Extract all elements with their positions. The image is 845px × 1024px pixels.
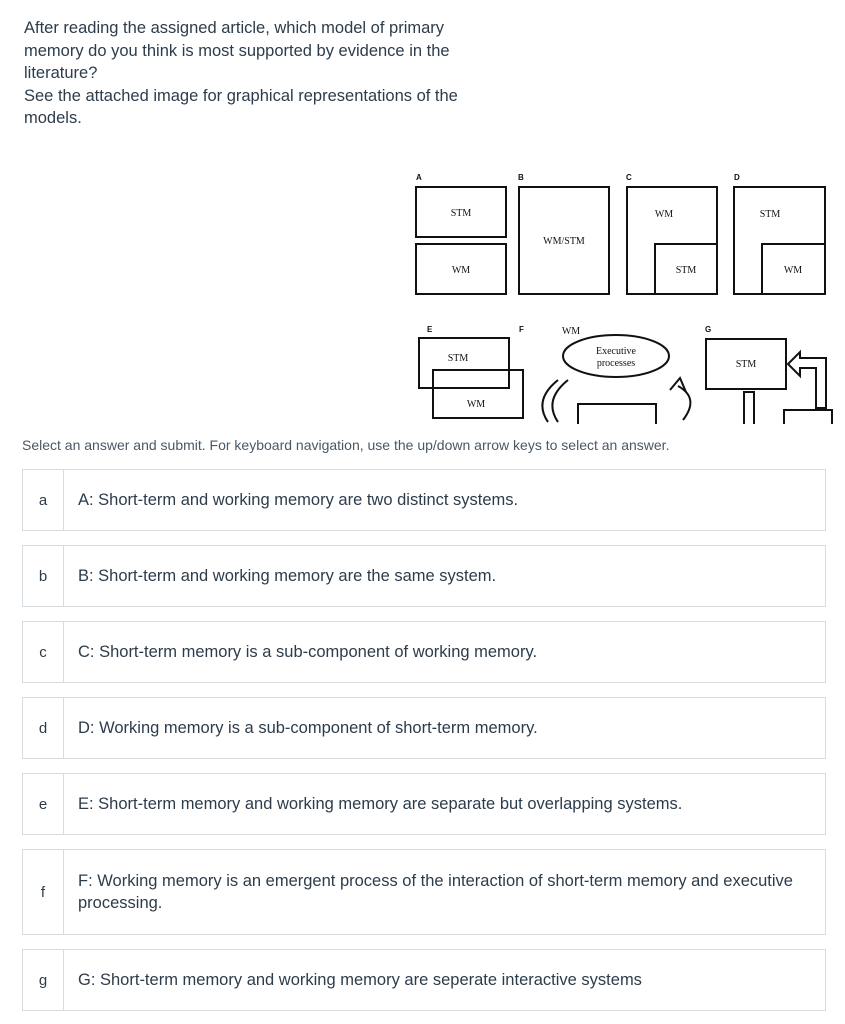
panel-c-stm-label: STM bbox=[675, 265, 697, 276]
answer-letter: a bbox=[23, 470, 64, 530]
answer-option-g[interactable] bbox=[22, 949, 826, 1011]
answer-letter: e bbox=[23, 774, 64, 834]
answer-text: E: Short-term memory and working memory are separate but overlapping systems. bbox=[78, 794, 683, 813]
panel-label-e: E bbox=[427, 325, 433, 334]
answer-text: G: Short-term memory and working memory are seperate interactive systems bbox=[78, 970, 642, 989]
answer-option-d[interactable] bbox=[22, 697, 826, 759]
panel-f-left-arrow-inner bbox=[552, 380, 568, 422]
answer-option-a[interactable] bbox=[22, 469, 826, 531]
panel-d-stm-box bbox=[734, 187, 825, 294]
answer-option-f[interactable] bbox=[22, 849, 826, 935]
answer-text: B: Short-term and working memory are the same system. bbox=[78, 566, 497, 585]
panel-a-wm-label: WM bbox=[451, 265, 471, 276]
panel-g-arrow-right bbox=[788, 352, 826, 408]
panel-f-left-arrow bbox=[542, 380, 558, 422]
panel-e-wm-label: WM bbox=[466, 399, 486, 410]
question-line-2: See the attached image for graphical representations of the models. bbox=[24, 86, 458, 127]
answer-letter: g bbox=[23, 950, 64, 1010]
panel-d-stm-label: STM bbox=[759, 209, 781, 220]
question-line-1: After reading the assigned article, which model of primary memory do you think is most supported by evidence in the literature? bbox=[24, 19, 450, 82]
answer-option-c[interactable] bbox=[22, 621, 826, 683]
panel-e-stm-label: STM bbox=[447, 353, 469, 364]
answer-text: A: Short-term and working memory are two distinct systems. bbox=[78, 490, 519, 509]
answer-letter: c bbox=[23, 622, 64, 682]
panel-g-wm-box bbox=[784, 410, 832, 424]
panel-a-stm-label: STM bbox=[450, 208, 472, 219]
panel-c-wm-label: WM bbox=[654, 209, 674, 220]
panel-g-stm-label: STM bbox=[735, 359, 757, 370]
panel-b-label: WM/STM bbox=[543, 236, 585, 247]
panel-c-wm-box bbox=[627, 187, 717, 294]
memory-models-figure bbox=[408, 168, 838, 424]
panel-label-d: D bbox=[734, 173, 740, 182]
panel-f-executive-line-1: Executive bbox=[596, 346, 636, 357]
panel-f-executive-line-2: processes bbox=[596, 358, 636, 369]
panel-g-arrow-down bbox=[744, 392, 754, 424]
answer-letter: d bbox=[23, 698, 64, 758]
panel-f-stm-box bbox=[578, 404, 656, 424]
panel-label-c: C bbox=[626, 173, 632, 182]
panel-label-a: A bbox=[416, 173, 422, 182]
instructions-text: Select an answer and submit. For keyboard navigation, use the up/down arrow keys to select an answer. bbox=[22, 437, 670, 453]
answer-text: D: Working memory is a sub-component of short-term memory. bbox=[78, 718, 538, 737]
answer-option-e[interactable] bbox=[22, 773, 826, 835]
answer-text: F: Working memory is an emergent process of the interaction of short-term memory and executive processing. bbox=[78, 871, 793, 912]
answer-letter: f bbox=[23, 850, 64, 934]
answer-letter: b bbox=[23, 546, 64, 606]
panel-label-g: G bbox=[705, 325, 712, 334]
memory-models-diagram bbox=[408, 168, 838, 424]
panel-f-right-arrow bbox=[678, 386, 690, 420]
panel-label-b: B bbox=[518, 173, 524, 182]
answer-text: C: Short-term memory is a sub-component of working memory. bbox=[78, 642, 538, 661]
answer-list bbox=[22, 469, 826, 1011]
panel-label-f: F bbox=[519, 325, 524, 334]
question-text bbox=[24, 17, 474, 130]
panel-d-wm-label: WM bbox=[783, 265, 803, 276]
answer-option-b[interactable] bbox=[22, 545, 826, 607]
panel-f-wm-label: WM bbox=[561, 326, 581, 337]
